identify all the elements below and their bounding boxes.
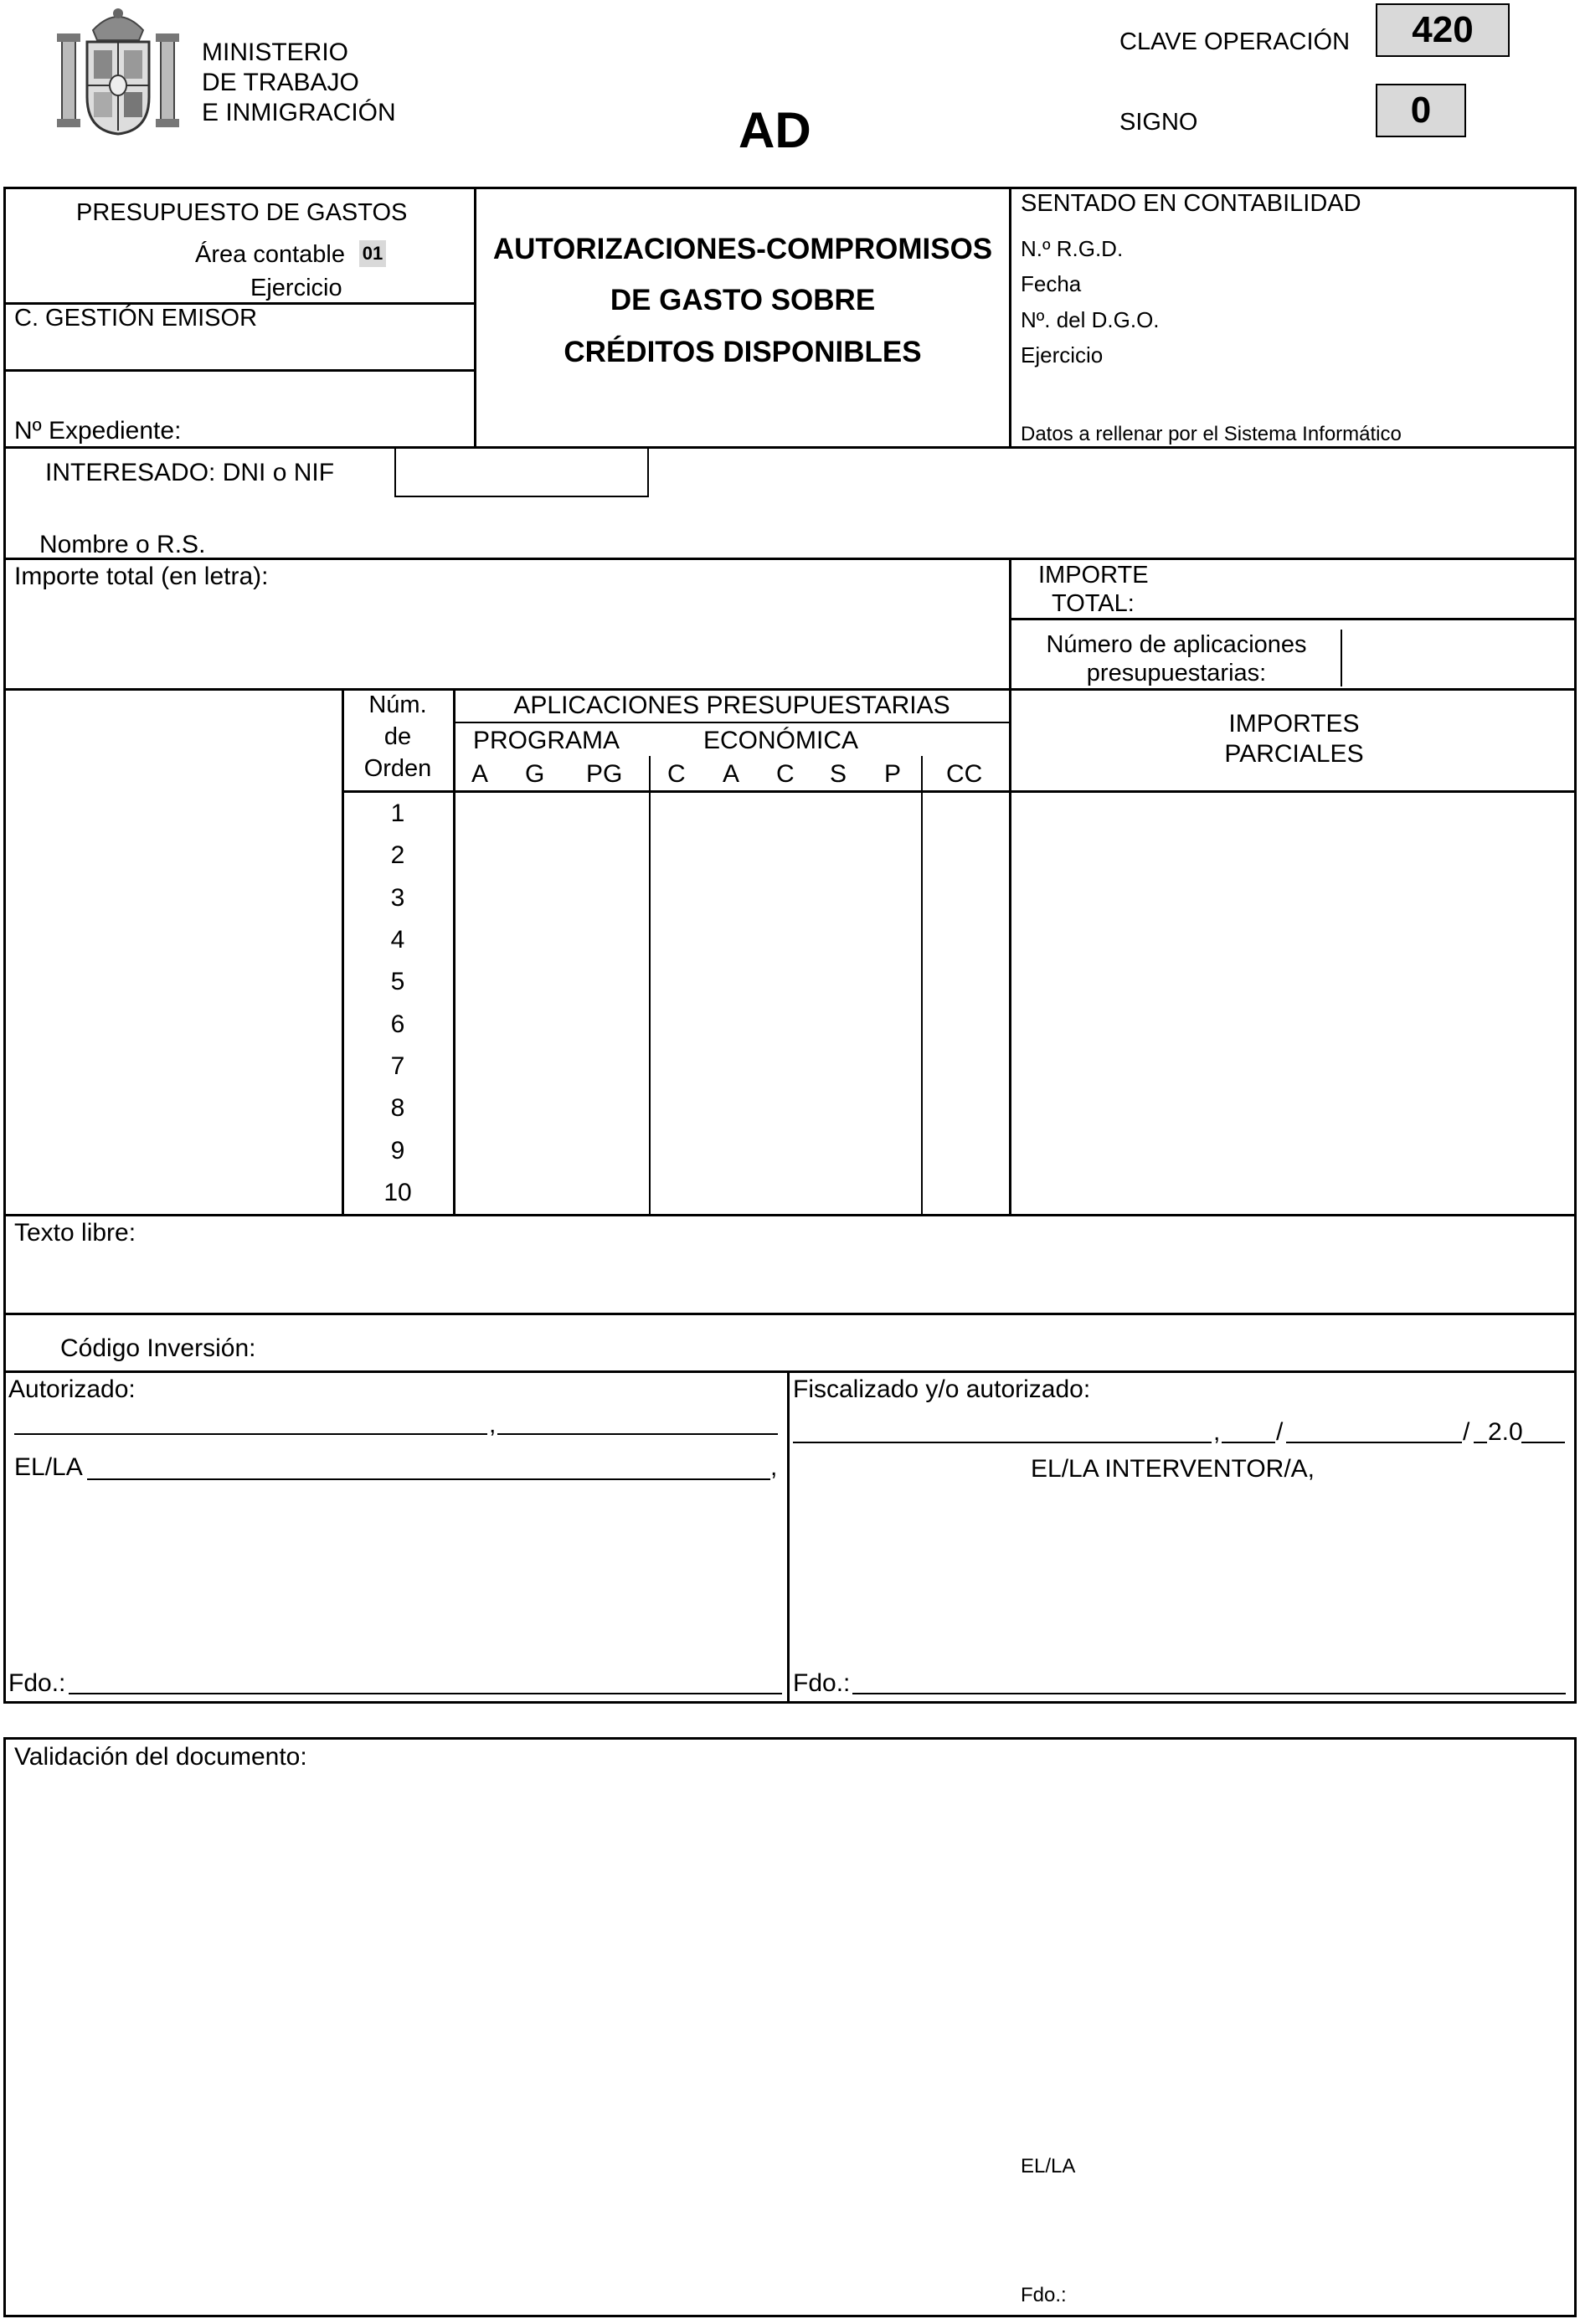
datos-sistema-note: Datos a rellenar por el Sistema Informático [1021,423,1402,445]
year-prefix-line [1474,1442,1487,1443]
divider [453,688,455,1214]
col-s: S [830,760,847,788]
autorizado-el-la-comma: , [770,1453,778,1481]
title-line2: DE GASTO SOBRE [610,284,876,316]
divider [3,369,475,372]
divider [3,1313,1577,1315]
presupuesto-label: PRESUPUESTO DE GASTOS [76,199,408,226]
economica-label: ECONÓMICA [703,727,859,754]
nombre-rs-label: Nombre o R.S. [39,531,206,558]
num-aplic-line2: presupuestarias: [1086,660,1267,686]
validacion-fdo: Fdo.: [1021,2284,1067,2306]
col-c2: C [776,760,795,788]
divider [649,756,651,1214]
row-number: 2 [390,841,405,869]
validacion-label: Validación del documento: [14,1743,307,1771]
date-slash: / [1463,1418,1470,1446]
row-number: 4 [390,926,405,954]
divider [3,1214,1577,1216]
importe-total-line2: TOTAL: [1052,590,1135,617]
num-orden-line3: Orden [363,755,432,782]
clave-operacion-box [1376,3,1510,57]
divider [1009,618,1577,620]
rgd-label: N.º R.G.D. [1021,236,1124,261]
divider [3,688,1577,691]
ejercicio-right-label: Ejercicio [1021,342,1104,368]
fiscalizado-label: Fiscalizado y/o autorizado: [793,1375,1091,1403]
month-line [1286,1442,1462,1443]
num-orden-line1: Núm. [368,692,427,718]
col-a-prog: A [471,760,489,788]
aplicaciones-title: APLICACIONES PRESUPUESTARIAS [513,692,950,719]
interventor-label: EL/LA INTERVENTOR/A, [1031,1455,1315,1483]
col-g: G [525,760,545,788]
row-number: 9 [390,1137,405,1165]
date-line [497,1433,778,1435]
autorizado-fdo: Fdo.: [8,1669,66,1697]
autorizado-el-la: EL/LA [14,1453,83,1481]
divider [787,1370,790,1704]
place-line [14,1433,487,1435]
place-line [793,1442,1212,1443]
year-line [1521,1442,1565,1443]
importes-parciales-line1: IMPORTES [1228,710,1360,738]
clave-operacion-label: CLAVE OPERACIÓN [1119,28,1351,55]
col-cc: CC [946,760,983,788]
form-code: AD [739,102,811,158]
divider [3,1370,1577,1373]
gestion-emisor-label: C. GESTIÓN EMISOR [14,305,258,332]
row-number: 7 [390,1052,405,1080]
title-line1: AUTORIZACIONES-COMPROMISOS [492,233,993,265]
interesado-dni-label: INTERESADO: DNI o NIF [45,459,335,486]
importe-total-line1: IMPORTE [1038,562,1149,589]
col-a-econ: A [723,760,740,788]
programa-label: PROGRAMA [473,727,620,754]
main-form-frame [3,187,1577,1704]
divider [3,446,1577,449]
divider [453,722,1009,723]
signo-box [1376,84,1466,137]
divider [342,790,1577,793]
importe-letra-label: Importe total (en letra): [14,563,269,590]
clave-operacion-value: 420 [1412,9,1474,50]
fecha-label: Fecha [1021,271,1082,296]
title-line3: CRÉDITOS DISPONIBLES [564,336,922,368]
divider [474,187,476,448]
ministry-line3: E INMIGRACIÓN [202,99,396,126]
validacion-el-la: EL/LA [1021,2155,1076,2177]
fiscalizado-comma: , [1213,1418,1221,1446]
date-slash: / [1276,1418,1284,1446]
num-orden-line2: de [383,723,412,750]
importes-parciales-line2: PARCIALES [1224,740,1364,768]
autorizado-comma: , [489,1411,497,1438]
ejercicio-left-label: Ejercicio [250,275,342,301]
row-number: 10 [383,1179,412,1206]
signature-line [852,1693,1566,1694]
ministry-line2: DE TRABAJO [202,69,359,96]
divider [1009,187,1011,448]
texto-libre-label: Texto libre: [14,1219,136,1247]
divider [3,558,1577,560]
row-number: 1 [390,800,405,827]
fiscalizado-date-tail: 2.0 [1488,1418,1523,1446]
autorizado-label: Autorizado: [8,1375,136,1403]
col-pg: PG [586,760,623,788]
signo-label: SIGNO [1119,109,1198,136]
title-line [87,1478,770,1480]
coat-of-arms-logo [55,5,181,137]
row-number: 6 [390,1010,405,1038]
day-line [1222,1442,1275,1443]
row-number: 8 [390,1094,405,1122]
row-number: 3 [390,884,405,912]
expediente-label: Nº Expediente: [14,417,182,445]
signature-line [69,1693,782,1694]
col-p: P [884,760,902,788]
validacion-frame [3,1737,1577,2317]
dgo-label: Nº. del D.G.O. [1021,307,1160,332]
area-contable-label: Área contable [195,241,345,268]
ministry-line1: MINISTERIO [202,39,349,66]
num-aplic-line1: Número de aplicaciones [1046,631,1307,658]
signo-value: 0 [1410,90,1432,131]
area-contable-value: 01 [359,240,386,267]
divider [1341,630,1342,686]
sentado-label: SENTADO EN CONTABILIDAD [1021,190,1361,217]
col-c1: C [667,760,686,788]
divider [921,756,923,1214]
row-number: 5 [390,968,405,995]
codigo-inversion-label: Código Inversión: [60,1334,256,1362]
fiscalizado-fdo: Fdo.: [793,1669,851,1697]
dni-nif-field[interactable] [394,447,649,497]
